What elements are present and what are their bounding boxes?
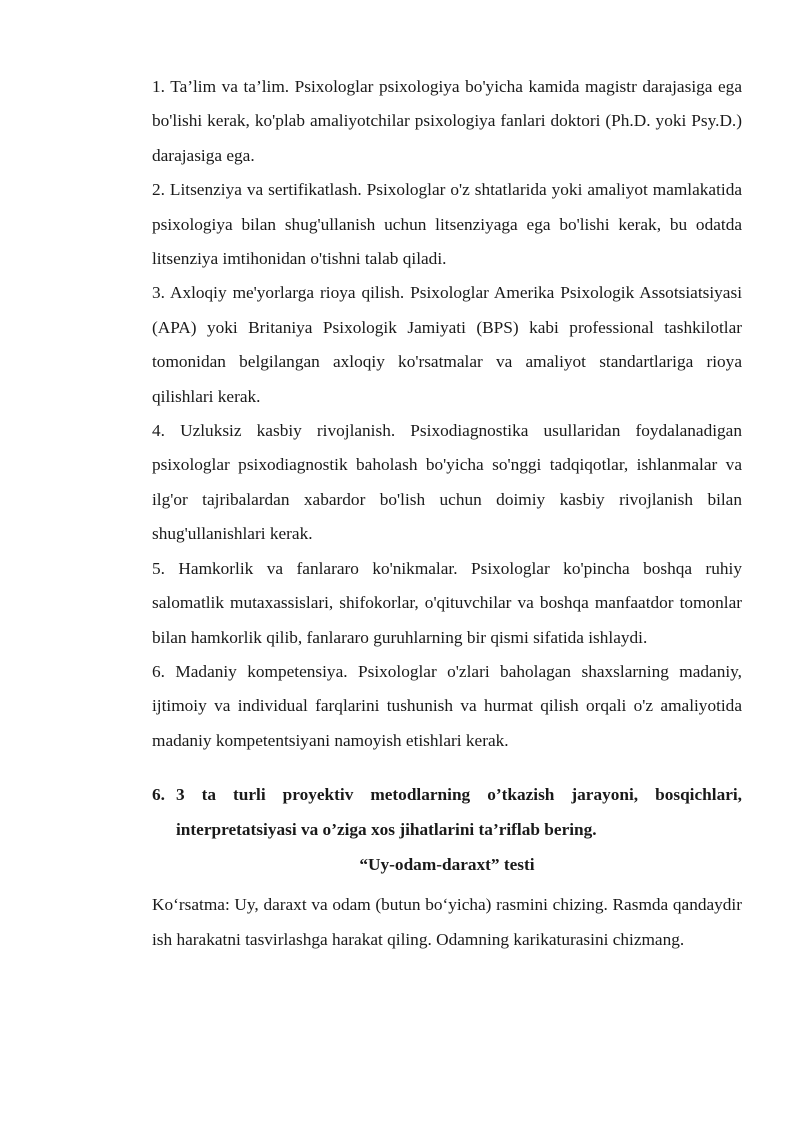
paragraph-ethics: 3. Axloqiy me'yorlarga rioya qilish. Psixologlar Amerika Psixologik Assotsiatsiyasi (APA) yoki Britaniya Psixologik Jamiyati (BPS) kabi professional tashkilotlar tomonidan belgilangan axloqiy ko'rsatmalar va amaliyot standartlariga rioya qilishlari kerak. — [152, 283, 742, 406]
paragraph-collaboration: 5. Hamkorlik va fanlararo ko'nikmalar. Psixologlar ko'pincha boshqa ruhiy salomatlik mutaxassislari, shifokorlar, o'qituvchilar va boshqa manfaatdor tomonlar bilan hamkorlik qilib, fanlararo guruhlarning bir qismi sifatida ishlaydi. — [152, 558, 742, 647]
page-content — [152, 70, 742, 957]
question-heading — [152, 778, 742, 847]
paragraph-professional-development: 4. Uzluksiz kasbiy rivojlanish. Psixodiagnostika usullaridan foydalanadigan psixologlar psixodiagnostik baholash bo'yicha so'nggi tadqiqotlar, ishlanmalar va ilg'or tajribalardan xabardor bo'lish uchun doimiy kasbiy rivojlanish bilan shug'ullanishlari kerak. — [152, 421, 742, 544]
paragraph-licensing: 2. Litsenziya va sertifikatlash. Psixologlar o'z shtatlarida yoki amaliyot mamlakatida psixologiya bilan shug'ullanish uchun litsenziyaga ega bo'lishi kerak, bu odatda litsenziya imtihonidan o'tishni talab qiladi. — [152, 180, 742, 269]
spacer — [152, 758, 742, 778]
instruction-paragraph: Ko‘rsatma: Uy, daraxt va odam (butun bo‘yicha) rasmini chizing. Rasmda qandaydir ish harakatni tasvirlashga harakat qiling. Odamning karikaturasini chizmang. — [152, 895, 742, 949]
paragraph-cultural-competence: 6. Madaniy kompetensiya. Psixologlar o'zlari baholagan shaxslarning madaniy, ijtimoiy va individual farqlarini tushunish va hurmat qilish orqali o'z amaliyotida madaniy kompetentsiyani namoyish etishlari kerak. — [152, 661, 742, 750]
question-number: 6. — [152, 785, 165, 805]
question-text: 3 ta turli proyektiv metodlarning o’tkazish jarayoni, bosqichlari, interpretatsiyasi va o’ziga xos jihatlarini ta’riflab bering. — [176, 785, 742, 839]
paragraph-education: 1. Ta’lim va ta’lim. Psixologlar psixologiya bo'yicha kamida magistr darajasiga ega bo'lishi kerak, ko'plab amaliyotchilar psixologiya fanlari doktori (Ph.D. yoki Psy.D.) darajasiga ega. — [152, 77, 742, 165]
section-title: “Uy-odam-daraxt” testi — [359, 854, 535, 874]
